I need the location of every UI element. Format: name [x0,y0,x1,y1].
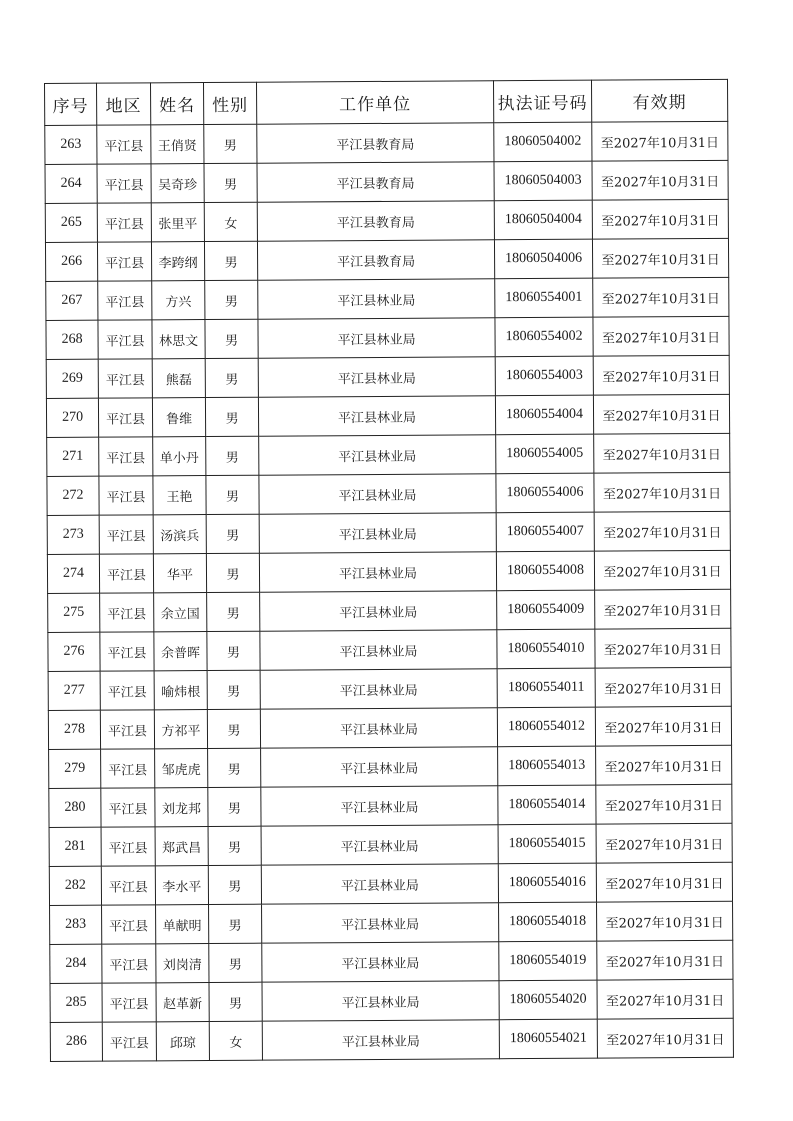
cell-seq: 269 [46,359,98,398]
cell-gender: 男 [206,436,259,475]
table-row [48,628,731,671]
table-row [46,316,729,359]
cell-unit: 平江县林业局 [261,864,498,904]
cell-seq: 267 [46,281,98,320]
table-header-row [45,79,728,125]
cell-unit: 平江县教育局 [257,240,494,280]
cell-unit: 平江县林业局 [261,786,498,826]
cell-valid: 至2027年10月31日 [597,940,733,980]
cell-cert: 18060554006 [496,473,594,513]
cell-name: 邱琼 [156,1022,209,1061]
cell-gender: 男 [206,475,259,514]
cell-name: 王艳 [153,476,206,515]
cell-gender: 男 [206,553,259,592]
table-row [48,667,731,710]
cell-cert: 18060554011 [497,668,595,708]
header-seq: 序号 [45,83,97,125]
cell-gender: 女 [209,1021,262,1060]
cell-seq: 268 [46,320,98,359]
cell-region: 平江县 [98,281,152,320]
cell-valid: 至2027年10月31日 [596,784,732,824]
table-row [45,121,728,164]
table-row [49,784,732,827]
cell-region: 平江县 [100,593,154,632]
cell-gender: 男 [208,787,261,826]
cell-valid: 至2027年10月31日 [597,1018,733,1058]
cell-seq: 264 [45,164,97,203]
cell-cert: 18060554009 [497,590,595,630]
cell-valid: 至2027年10月31日 [594,511,730,551]
table-row [47,433,730,476]
table-row [50,901,733,944]
cell-gender: 男 [209,943,262,982]
cell-gender: 男 [205,280,258,319]
cell-unit: 平江县林业局 [261,747,498,787]
cell-gender: 男 [205,397,258,436]
table-row [47,511,730,554]
cell-valid: 至2027年10月31日 [592,160,728,200]
cell-cert: 18060554014 [498,785,596,825]
cell-seq: 276 [48,632,100,671]
cell-unit: 平江县林业局 [260,630,497,670]
cell-valid: 至2027年10月31日 [597,901,733,941]
cell-valid: 至2027年10月31日 [592,238,728,278]
cell-valid: 至2027年10月31日 [593,355,729,395]
table-row [45,199,728,242]
cell-name: 方兴 [152,281,205,320]
cell-unit: 平江县林业局 [259,435,496,475]
cell-gender: 男 [208,826,261,865]
cell-name: 赵革新 [156,983,209,1022]
table-row [45,160,728,203]
cell-cert: 18060554021 [499,1019,597,1059]
cell-region: 平江县 [98,359,152,398]
table-row [49,862,732,905]
cell-name: 王俏贤 [151,125,204,164]
cell-region: 平江县 [101,749,155,788]
cell-region: 平江县 [100,710,154,749]
cell-region: 平江县 [101,788,155,827]
cell-seq: 284 [50,944,102,983]
table-body [45,121,734,1061]
table-row [48,589,731,632]
cell-gender: 男 [208,748,261,787]
header-unit: 工作单位 [256,81,493,124]
cell-region: 平江县 [102,905,156,944]
cell-gender: 男 [207,631,260,670]
cell-name: 刘龙邦 [155,788,208,827]
table-row [46,355,729,398]
cell-cert: 18060554002 [495,317,593,357]
cell-seq: 281 [49,827,101,866]
cell-seq: 283 [50,905,102,944]
cell-region: 平江县 [100,632,154,671]
cell-valid: 至2027年10月31日 [594,472,730,512]
cell-cert: 18060554015 [498,824,596,864]
cell-cert: 18060554008 [496,551,594,591]
cell-gender: 男 [208,865,261,904]
cell-gender: 男 [204,241,257,280]
cell-region: 平江县 [100,671,154,710]
cell-valid: 至2027年10月31日 [592,199,728,239]
cell-unit: 平江县林业局 [261,825,498,865]
cell-unit: 平江县林业局 [259,513,496,553]
cell-region: 平江县 [101,866,155,905]
cell-seq: 282 [49,866,101,905]
table-row [50,1018,733,1061]
cell-seq: 274 [47,554,99,593]
cell-name: 刘岗清 [156,944,209,983]
cell-unit: 平江县林业局 [258,357,495,397]
cell-name: 吴奇珍 [151,164,204,203]
cell-region: 平江县 [97,164,151,203]
cell-valid: 至2027年10月31日 [594,550,730,590]
table-row [49,745,732,788]
cell-unit: 平江县林业局 [258,279,495,319]
cell-gender: 男 [207,670,260,709]
cell-cert: 18060504003 [494,161,592,201]
cell-gender: 男 [207,709,260,748]
cell-cert: 18060554019 [499,941,597,981]
cell-cert: 18060554020 [499,980,597,1020]
cell-cert: 18060554010 [497,629,595,669]
table-row [47,550,730,593]
cell-valid: 至2027年10月31日 [596,823,732,863]
cell-seq: 278 [48,710,100,749]
table-row [49,823,732,866]
cell-gender: 男 [209,904,262,943]
header-gender: 性别 [204,82,257,124]
cell-region: 平江县 [98,398,152,437]
header-cert: 执法证号码 [493,80,591,123]
cell-valid: 至2027年10月31日 [596,745,732,785]
table-row [45,238,728,281]
cell-region: 平江县 [99,554,153,593]
cell-seq: 272 [47,476,99,515]
cell-seq: 263 [45,125,97,164]
table-row [50,979,733,1022]
cell-cert: 18060554004 [495,395,593,435]
cell-cert: 18060554001 [495,278,593,318]
cell-unit: 平江县林业局 [260,669,497,709]
cell-name: 余普晖 [154,632,207,671]
cell-seq: 285 [50,983,102,1022]
cell-cert: 18060504002 [494,122,592,162]
cell-region: 平江县 [99,515,153,554]
cell-unit: 平江县教育局 [257,162,494,202]
cell-seq: 275 [48,593,100,632]
cell-region: 平江县 [101,827,155,866]
cell-valid: 至2027年10月31日 [595,628,731,668]
cell-region: 平江县 [98,320,152,359]
cell-seq: 266 [45,242,97,281]
cell-seq: 271 [47,437,99,476]
cell-unit: 平江县林业局 [258,318,495,358]
cell-cert: 18060554018 [499,902,597,942]
cell-gender: 男 [204,163,257,202]
cell-name: 汤滨兵 [153,515,206,554]
cell-gender: 男 [204,124,257,163]
cell-region: 平江县 [102,983,156,1022]
header-name: 姓名 [151,83,204,125]
cell-unit: 平江县教育局 [257,201,494,241]
table-row [47,472,730,515]
cell-region: 平江县 [102,1022,156,1061]
cell-cert: 18060504006 [494,239,592,279]
cell-region: 平江县 [97,242,151,281]
cell-valid: 至2027年10月31日 [592,121,728,161]
cell-seq: 273 [47,515,99,554]
cell-unit: 平江县林业局 [258,396,495,436]
cell-region: 平江县 [102,944,156,983]
table-row [48,706,731,749]
cell-unit: 平江县林业局 [262,1020,499,1060]
table-row [46,277,729,320]
cell-unit: 平江县林业局 [262,903,499,943]
cell-cert: 18060554007 [496,512,594,552]
cell-gender: 男 [209,982,262,1021]
cell-unit: 平江县林业局 [260,708,497,748]
cell-name: 李水平 [155,866,208,905]
cell-gender: 男 [205,358,258,397]
cell-cert: 18060554005 [496,434,594,474]
cell-valid: 至2027年10月31日 [594,433,730,473]
cell-seq: 279 [49,749,101,788]
cell-name: 鲁维 [152,398,205,437]
cell-region: 平江县 [97,125,151,164]
cell-gender: 男 [207,592,260,631]
cell-unit: 平江县林业局 [262,981,499,1021]
cell-cert: 18060554016 [498,863,596,903]
cell-seq: 286 [50,1022,102,1061]
cell-cert: 18060554003 [495,356,593,396]
cell-gender: 男 [206,514,259,553]
cell-unit: 平江县林业局 [259,474,496,514]
cell-name: 方祁平 [154,710,207,749]
cell-seq: 265 [45,203,97,242]
cell-gender: 女 [204,202,257,241]
header-valid: 有效期 [591,79,727,122]
table-row [50,940,733,983]
cell-gender: 男 [205,319,258,358]
cell-cert: 18060554013 [498,746,596,786]
cell-region: 平江县 [99,476,153,515]
cell-unit: 平江县教育局 [257,123,494,163]
cell-name: 郑武昌 [155,827,208,866]
cell-valid: 至2027年10月31日 [595,667,731,707]
cell-name: 单小丹 [153,437,206,476]
table-row [46,394,729,437]
cell-valid: 至2027年10月31日 [593,316,729,356]
cell-valid: 至2027年10月31日 [593,394,729,434]
cell-name: 喻炜根 [154,671,207,710]
cell-unit: 平江县林业局 [260,591,497,631]
cell-region: 平江县 [99,437,153,476]
cell-valid: 至2027年10月31日 [597,979,733,1019]
cell-cert: 18060504004 [494,200,592,240]
enforcement-certificate-table [44,79,734,1062]
cell-valid: 至2027年10月31日 [595,706,731,746]
cell-name: 张里平 [151,203,204,242]
cell-unit: 平江县林业局 [259,552,496,592]
cell-name: 李跨纲 [151,242,204,281]
cell-valid: 至2027年10月31日 [593,277,729,317]
cell-unit: 平江县林业局 [262,942,499,982]
cell-name: 熊磊 [152,359,205,398]
cell-region: 平江县 [97,203,151,242]
cell-seq: 277 [48,671,100,710]
cell-name: 邹虎虎 [155,749,208,788]
cell-name: 单献明 [156,905,209,944]
cell-valid: 至2027年10月31日 [595,589,731,629]
cell-name: 林思文 [152,320,205,359]
cell-valid: 至2027年10月31日 [596,862,732,902]
cell-seq: 280 [49,788,101,827]
cell-cert: 18060554012 [497,707,595,747]
cell-name: 华平 [153,554,206,593]
cell-seq: 270 [46,398,98,437]
cell-name: 余立国 [154,593,207,632]
header-region: 地区 [97,83,151,125]
